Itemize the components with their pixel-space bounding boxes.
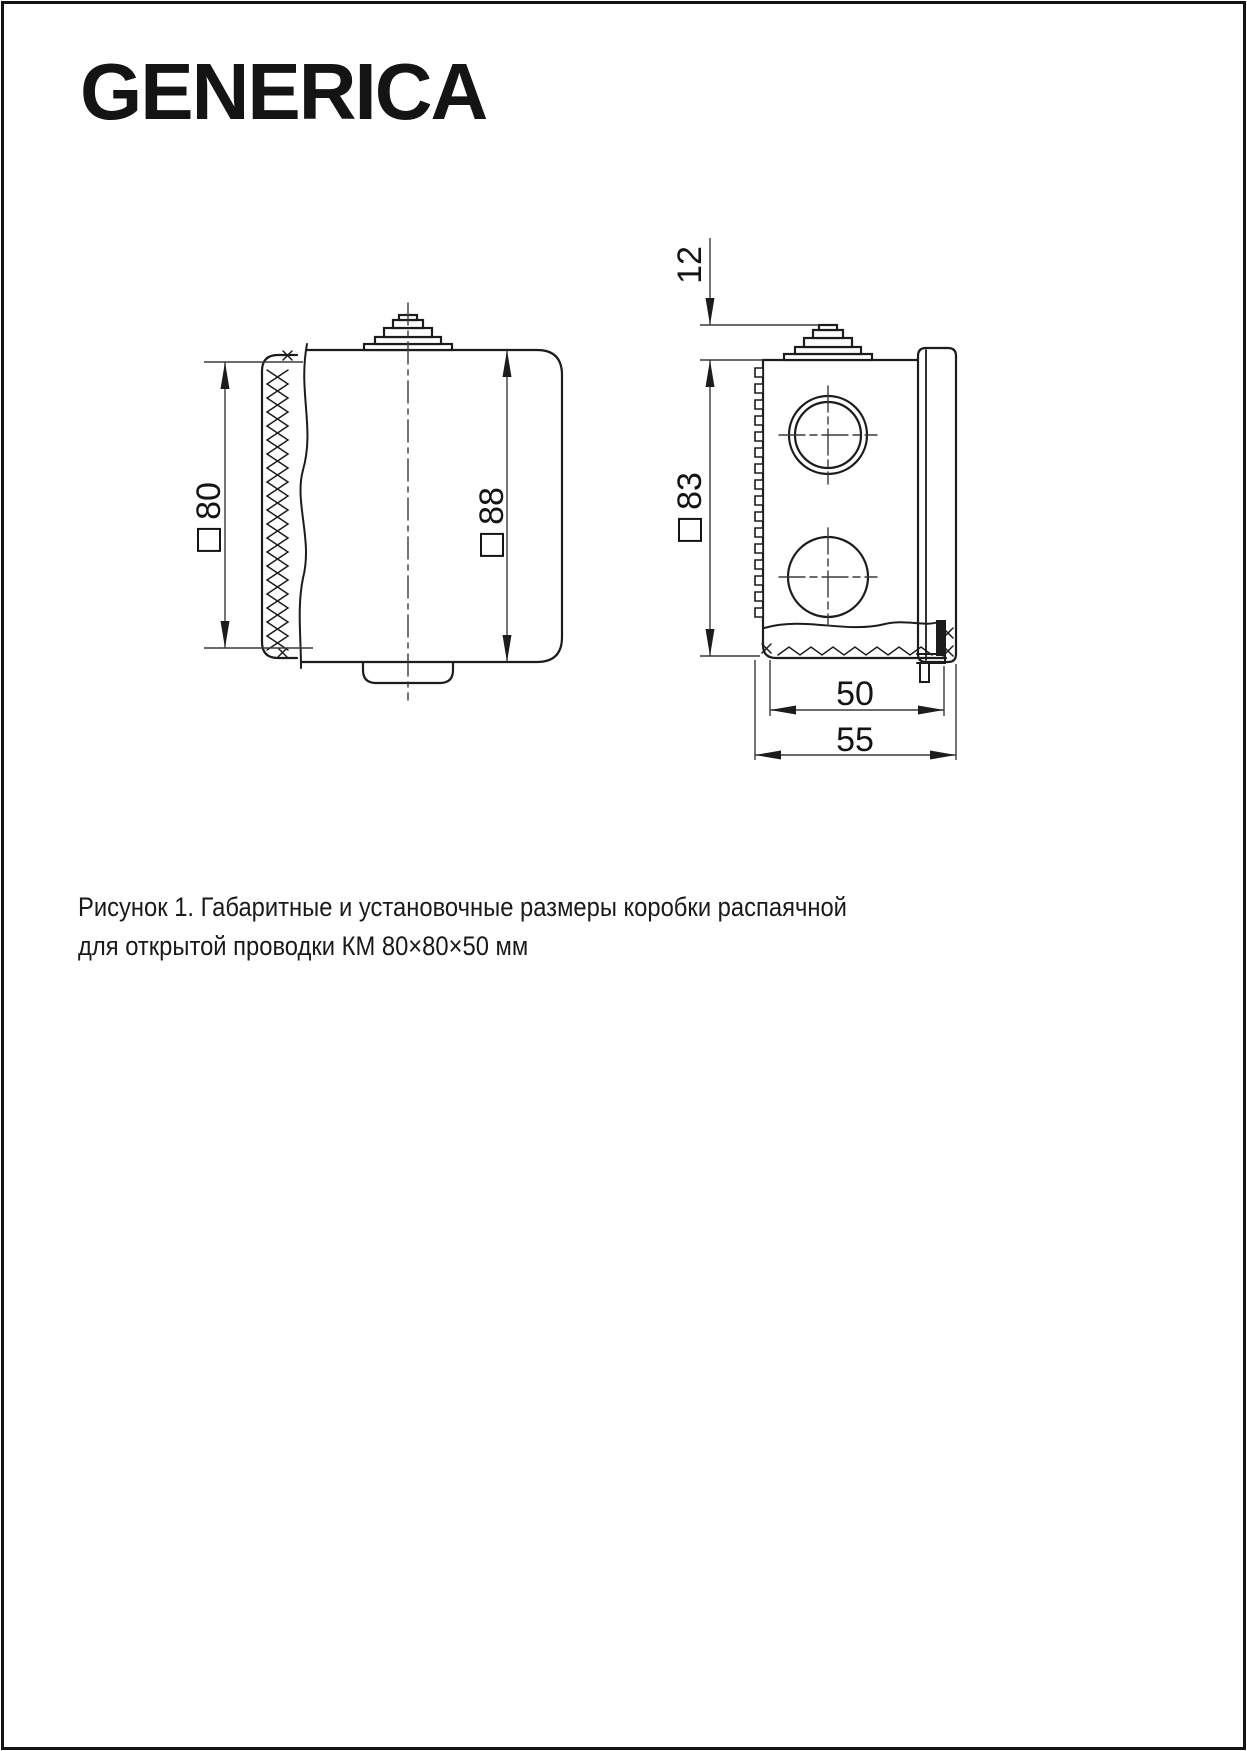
dim-value: 83 (671, 472, 709, 510)
dim-value: 12 (671, 246, 709, 284)
front-view (262, 303, 562, 700)
front-break-line (300, 344, 308, 668)
dim-label-depth-overall (836, 723, 874, 757)
side-cable-gland (784, 325, 872, 360)
square-symbol (197, 528, 221, 552)
figure-caption (78, 888, 847, 966)
dim-value: 88 (473, 487, 511, 525)
caption-line-1: Рисунок 1. Габаритные и установочные размеры коробки распаячной (78, 892, 847, 922)
dim-value: 80 (190, 482, 228, 520)
side-section-marks (762, 628, 953, 656)
side-view (755, 325, 956, 682)
side-mounting-plate (918, 348, 956, 662)
dim-label-front-width (192, 482, 226, 552)
caption-line-2: для открытой проводки КМ 80×80×50 мм (78, 931, 529, 961)
dim-label-depth-inner (836, 677, 874, 711)
dim-value: 50 (836, 675, 874, 713)
brand-logo: GENERICA (80, 47, 487, 136)
front-cover-hatch (267, 351, 292, 657)
dim-label-gland-height (673, 246, 707, 284)
front-view-dimensions (204, 350, 512, 662)
front-cover-section (262, 355, 297, 658)
square-symbol (480, 533, 504, 557)
square-symbol (678, 518, 702, 542)
side-base-wall (936, 620, 946, 656)
dim-label-side-height (673, 472, 707, 542)
side-teeth (755, 368, 763, 617)
knockout-crosshairs (779, 386, 877, 626)
dim-value: 55 (836, 721, 874, 759)
side-base-hatch (778, 647, 932, 655)
front-body-outline (301, 350, 562, 662)
dim-label-front-height (475, 487, 509, 557)
side-break-line (764, 622, 938, 628)
